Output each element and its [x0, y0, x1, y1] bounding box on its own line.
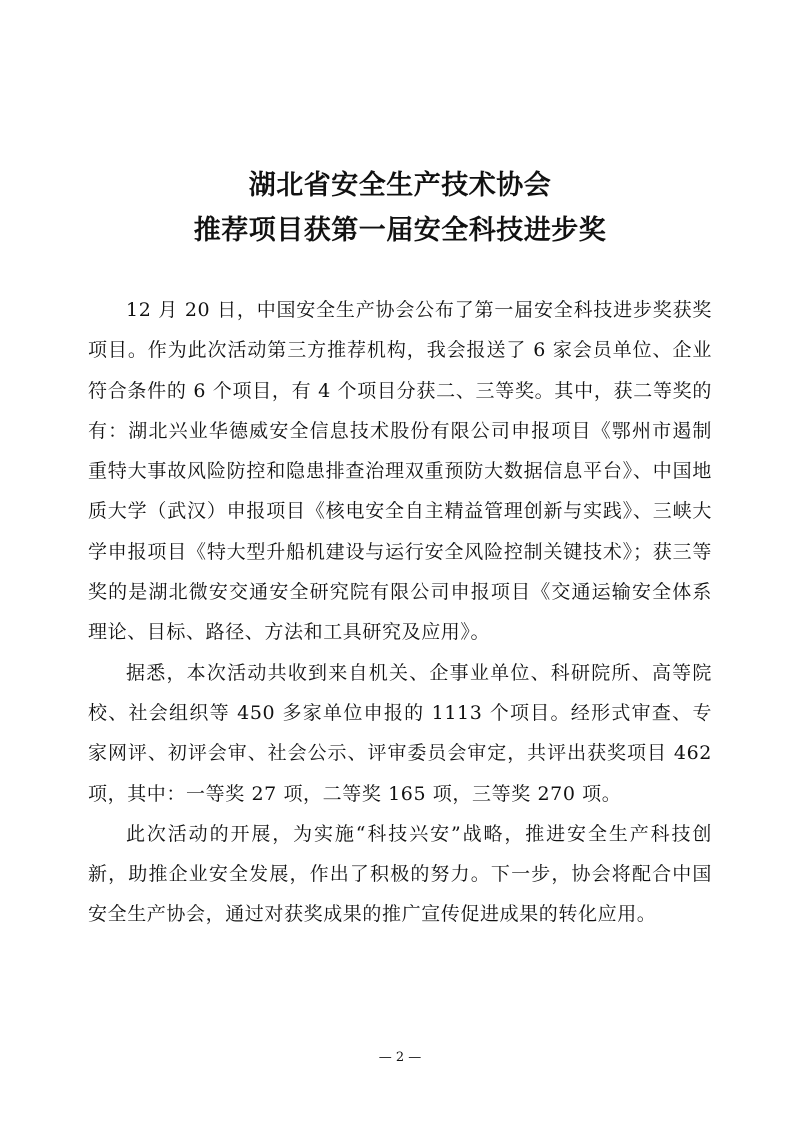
- document-body: [88, 290, 712, 935]
- document-title-line-2: 推荐项目获第一届安全科技进步奖: [193, 215, 607, 246]
- document-title-line-1: 湖北省安全生产技术协会: [248, 170, 552, 201]
- paragraph-next-steps: 此次活动的开展，为实施“科技兴安”战略，推进安全生产科技创新，助推企业安全发展，作出了积极的努力。下一步，协会将配合中国安全生产协会，通过对获奖成果的推广宣传促进成果的转化应用。: [88, 822, 712, 926]
- paragraph-activity-statistics: 据悉，本次活动共收到来自机关、企事业单位、科研院所、高等院校、社会组织等 450 多家单位申报的 1113 个项目。经形式审查、专家网评、初评会审、社会公示、评审委员会审定，共评出获奖项目 462 项，其中：一等奖 27 项，二等奖 165 项，三等奖 270 项。: [88, 661, 712, 805]
- paragraph-award-announcement: 12 月 20 日，中国安全生产协会公布了第一届安全科技进步奖获奖项目。作为此次活动第三方推荐机构，我会报送了 6 家会员单位、企业符合条件的 6 个项目，有 4 个项目分获二、三等奖。其中，获二等奖的有：湖北兴业华德威安全信息技术股份有限公司申报项目《鄂州市遏制重特大事故风险防控和隐患排查治理双重预防大数据信息平台》、中国地质大学（武汉）申报项目《核电安全自主精益管理创新与实践》、三峡大学申报项目《特大型升船机建设与运行安全风险控制关键技术》；获三等奖的是湖北微安交通安全研究院有限公司申报项目《交通运输安全体系理论、目标、路径、方法和工具研究及应用》。: [88, 299, 712, 644]
- page-number: — 2 —: [378, 1050, 422, 1065]
